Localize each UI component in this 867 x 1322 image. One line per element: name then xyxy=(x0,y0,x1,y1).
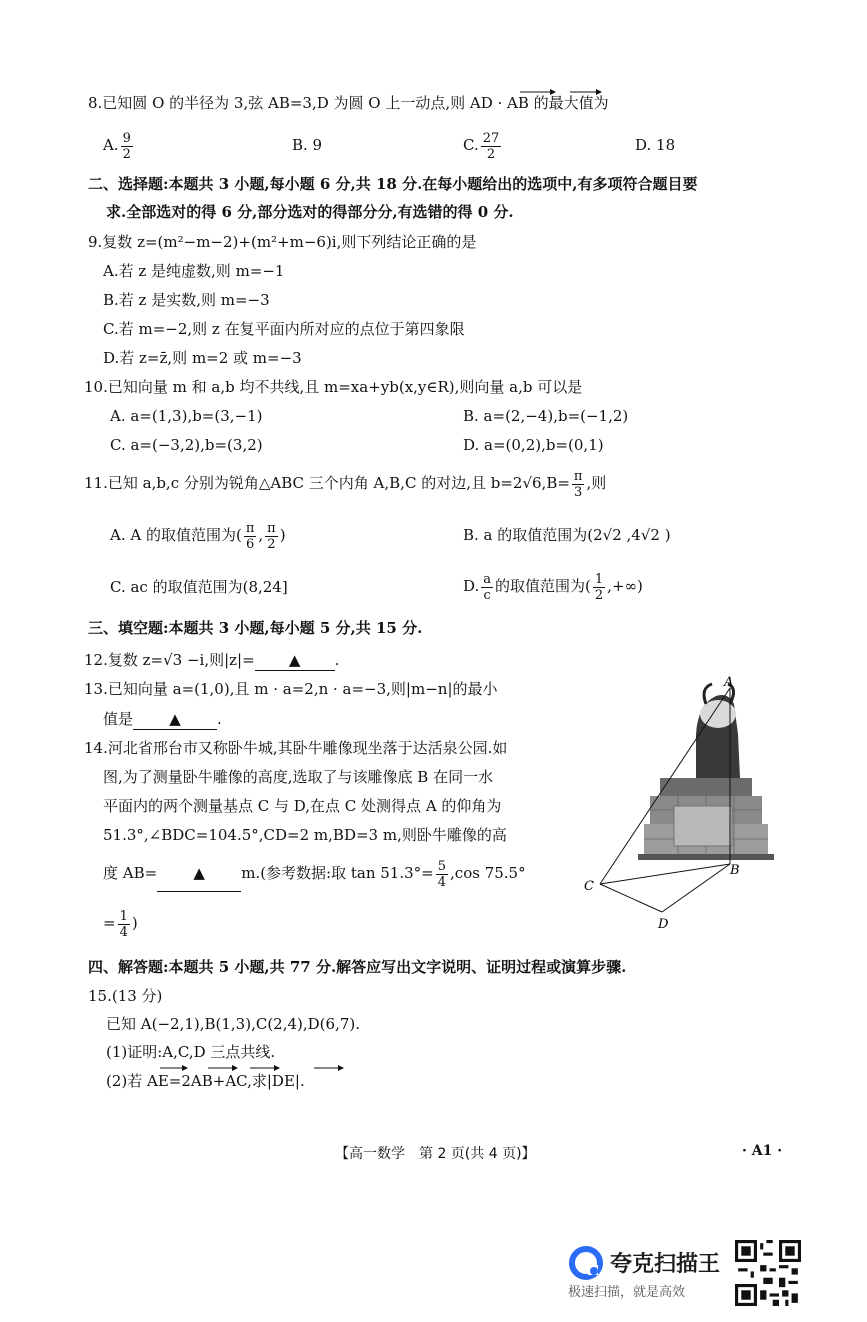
q14-line2: 图,为了测量卧牛雕像的高度,选取了与该雕像底 B 在同一水 xyxy=(103,768,494,786)
scanner-logo-icon xyxy=(568,1245,604,1281)
q8-option-a: A. $\frac{9}{2}$ xyxy=(103,130,131,162)
scanner-tagline: 极速扫描，就是高效 xyxy=(568,1285,686,1300)
q8-option-c: C. $\frac{27}{2}$ xyxy=(463,130,500,162)
pedestal-base xyxy=(638,854,774,860)
pedestal-plaque xyxy=(674,806,732,846)
scanner-brand: 夸克扫描王 xyxy=(610,1252,721,1277)
q11-option-b: B. a 的取值范围为(2√2 ,4√2 ) xyxy=(463,526,671,544)
q14-line4: 51.3°,∠BDC=104.5°,CD=2 m,BD=3 m,则卧牛雕像的高 xyxy=(103,826,507,844)
qr-code-icon xyxy=(735,1240,801,1306)
q15-given: 已知 A(−2,1),B(1,3),C(2,4),D(6,7). xyxy=(106,1015,361,1033)
q11-option-c: C. ac 的取值范围为(8,24] xyxy=(110,578,288,596)
q9-option-a: A.若 z 是纯虚数,则 m=−1 xyxy=(103,262,285,280)
q10-option-c: C. a=(−3,2),b=(3,2) xyxy=(110,436,263,454)
q9-option-b: B.若 z 是实数,则 m=−3 xyxy=(103,291,270,309)
section-2-line2: 求.全部选对的得 6 分,部分选对的得部分分,有选错的得 0 分. xyxy=(106,203,514,221)
q11-option-d: D. $\frac{a}{c}$ 的取值范围为( $\frac{1}{2}$ ,+∞) xyxy=(463,571,643,603)
q14-line1: 14.河北省邢台市又称卧牛城,其卧牛雕像现坐落于达活泉公园.如 xyxy=(84,739,508,757)
q10-option-a: A. a=(1,3),b=(3,−1) xyxy=(110,407,263,425)
q8-option-d: D. 18 xyxy=(635,136,676,154)
section-4-header: 四、解答题:本题共 5 小题,共 77 分.解答应写出文字说明、证明过程或演算步骤. xyxy=(88,958,627,976)
q10-option-b: B. a=(2,−4),b=(−1,2) xyxy=(463,407,629,425)
section-3-header: 三、填空题:本题共 3 小题,每小题 5 分,共 15 分. xyxy=(88,619,423,637)
page-footer: 【高一数学 第 2 页(共 4 页)】 xyxy=(335,1146,536,1162)
q15-part1: (1)证明:A,C,D 三点共线. xyxy=(106,1043,276,1061)
scanner-watermark xyxy=(568,1245,728,1305)
label-c: C xyxy=(584,879,594,894)
q10-stem: 10.已知向量 m 和 a,b 均不共线,且 m=xa+yb(x,y∈R),则向量 a,b 可以是 xyxy=(84,378,583,396)
q14-line5: 度 AB= ▲ m.(参考数据:取 tan 51.3°= $\frac{5}{4}$ ,cos 75.5° xyxy=(103,855,526,892)
q8-option-b: B. 9 xyxy=(292,136,323,154)
q15-vector-arrows xyxy=(150,1062,350,1072)
q12-stem: 12.复数 z=√3 −i,则|z|= ▲ . xyxy=(84,651,340,669)
label-a: A xyxy=(724,675,734,690)
q13-line1: 13.已知向量 a=(1,0),且 m · a=2,n · a=−3,则|m−n|的最小 xyxy=(84,680,498,698)
statue-figure xyxy=(578,674,778,934)
vector-arrows xyxy=(514,86,604,96)
q15-part2: (2)若 AE=2AB+AC,求|DE|. xyxy=(106,1072,305,1090)
q9-option-d: D.若 z=z̄,则 m=2 或 m=−3 xyxy=(103,349,302,367)
q14-line3: 平面内的两个测量基点 C 与 D,在点 C 处测得点 A 的仰角为 xyxy=(103,797,502,815)
q10-option-d: D. a=(0,2),b=(0,1) xyxy=(463,436,604,454)
label-b: B xyxy=(730,863,740,878)
q13-line2: 值是 ▲ . xyxy=(103,710,222,728)
pedestal-top xyxy=(660,778,752,796)
q9-option-c: C.若 m=−2,则 z 在复平面内所对应的点位于第四象限 xyxy=(103,320,465,338)
q11-option-a: A. A 的取值范围为( $\frac{\pi}{6}$ , $\frac{\pi}{2}$ ) xyxy=(110,520,286,552)
q9-stem: 9.复数 z=(m²−m−2)+(m²+m−6)i,则下列结论正确的是 xyxy=(88,233,477,251)
section-2-line1: 二、选择题:本题共 3 小题,每小题 6 分,共 18 分.在每小题给出的选项中,有多项符合题目要 xyxy=(88,175,698,193)
q15-head: 15.(13 分) xyxy=(88,987,163,1005)
q8-stem: 8.已知圆 O 的半径为 3,弦 AB=3,D 为圆 O 上一动点,则 AD · AB 的最大值为 xyxy=(88,94,609,112)
paper-code: · A1 · xyxy=(742,1143,783,1159)
label-d: D xyxy=(658,917,669,932)
q14-line6: = $\frac{1}{4}$ ) xyxy=(103,908,138,940)
q11-stem: 11.已知 a,b,c 分别为锐角△ABC 三个内角 A,B,C 的对边,且 b=2√6,B= $\frac{\pi}{3}$ ,则 xyxy=(84,468,607,500)
